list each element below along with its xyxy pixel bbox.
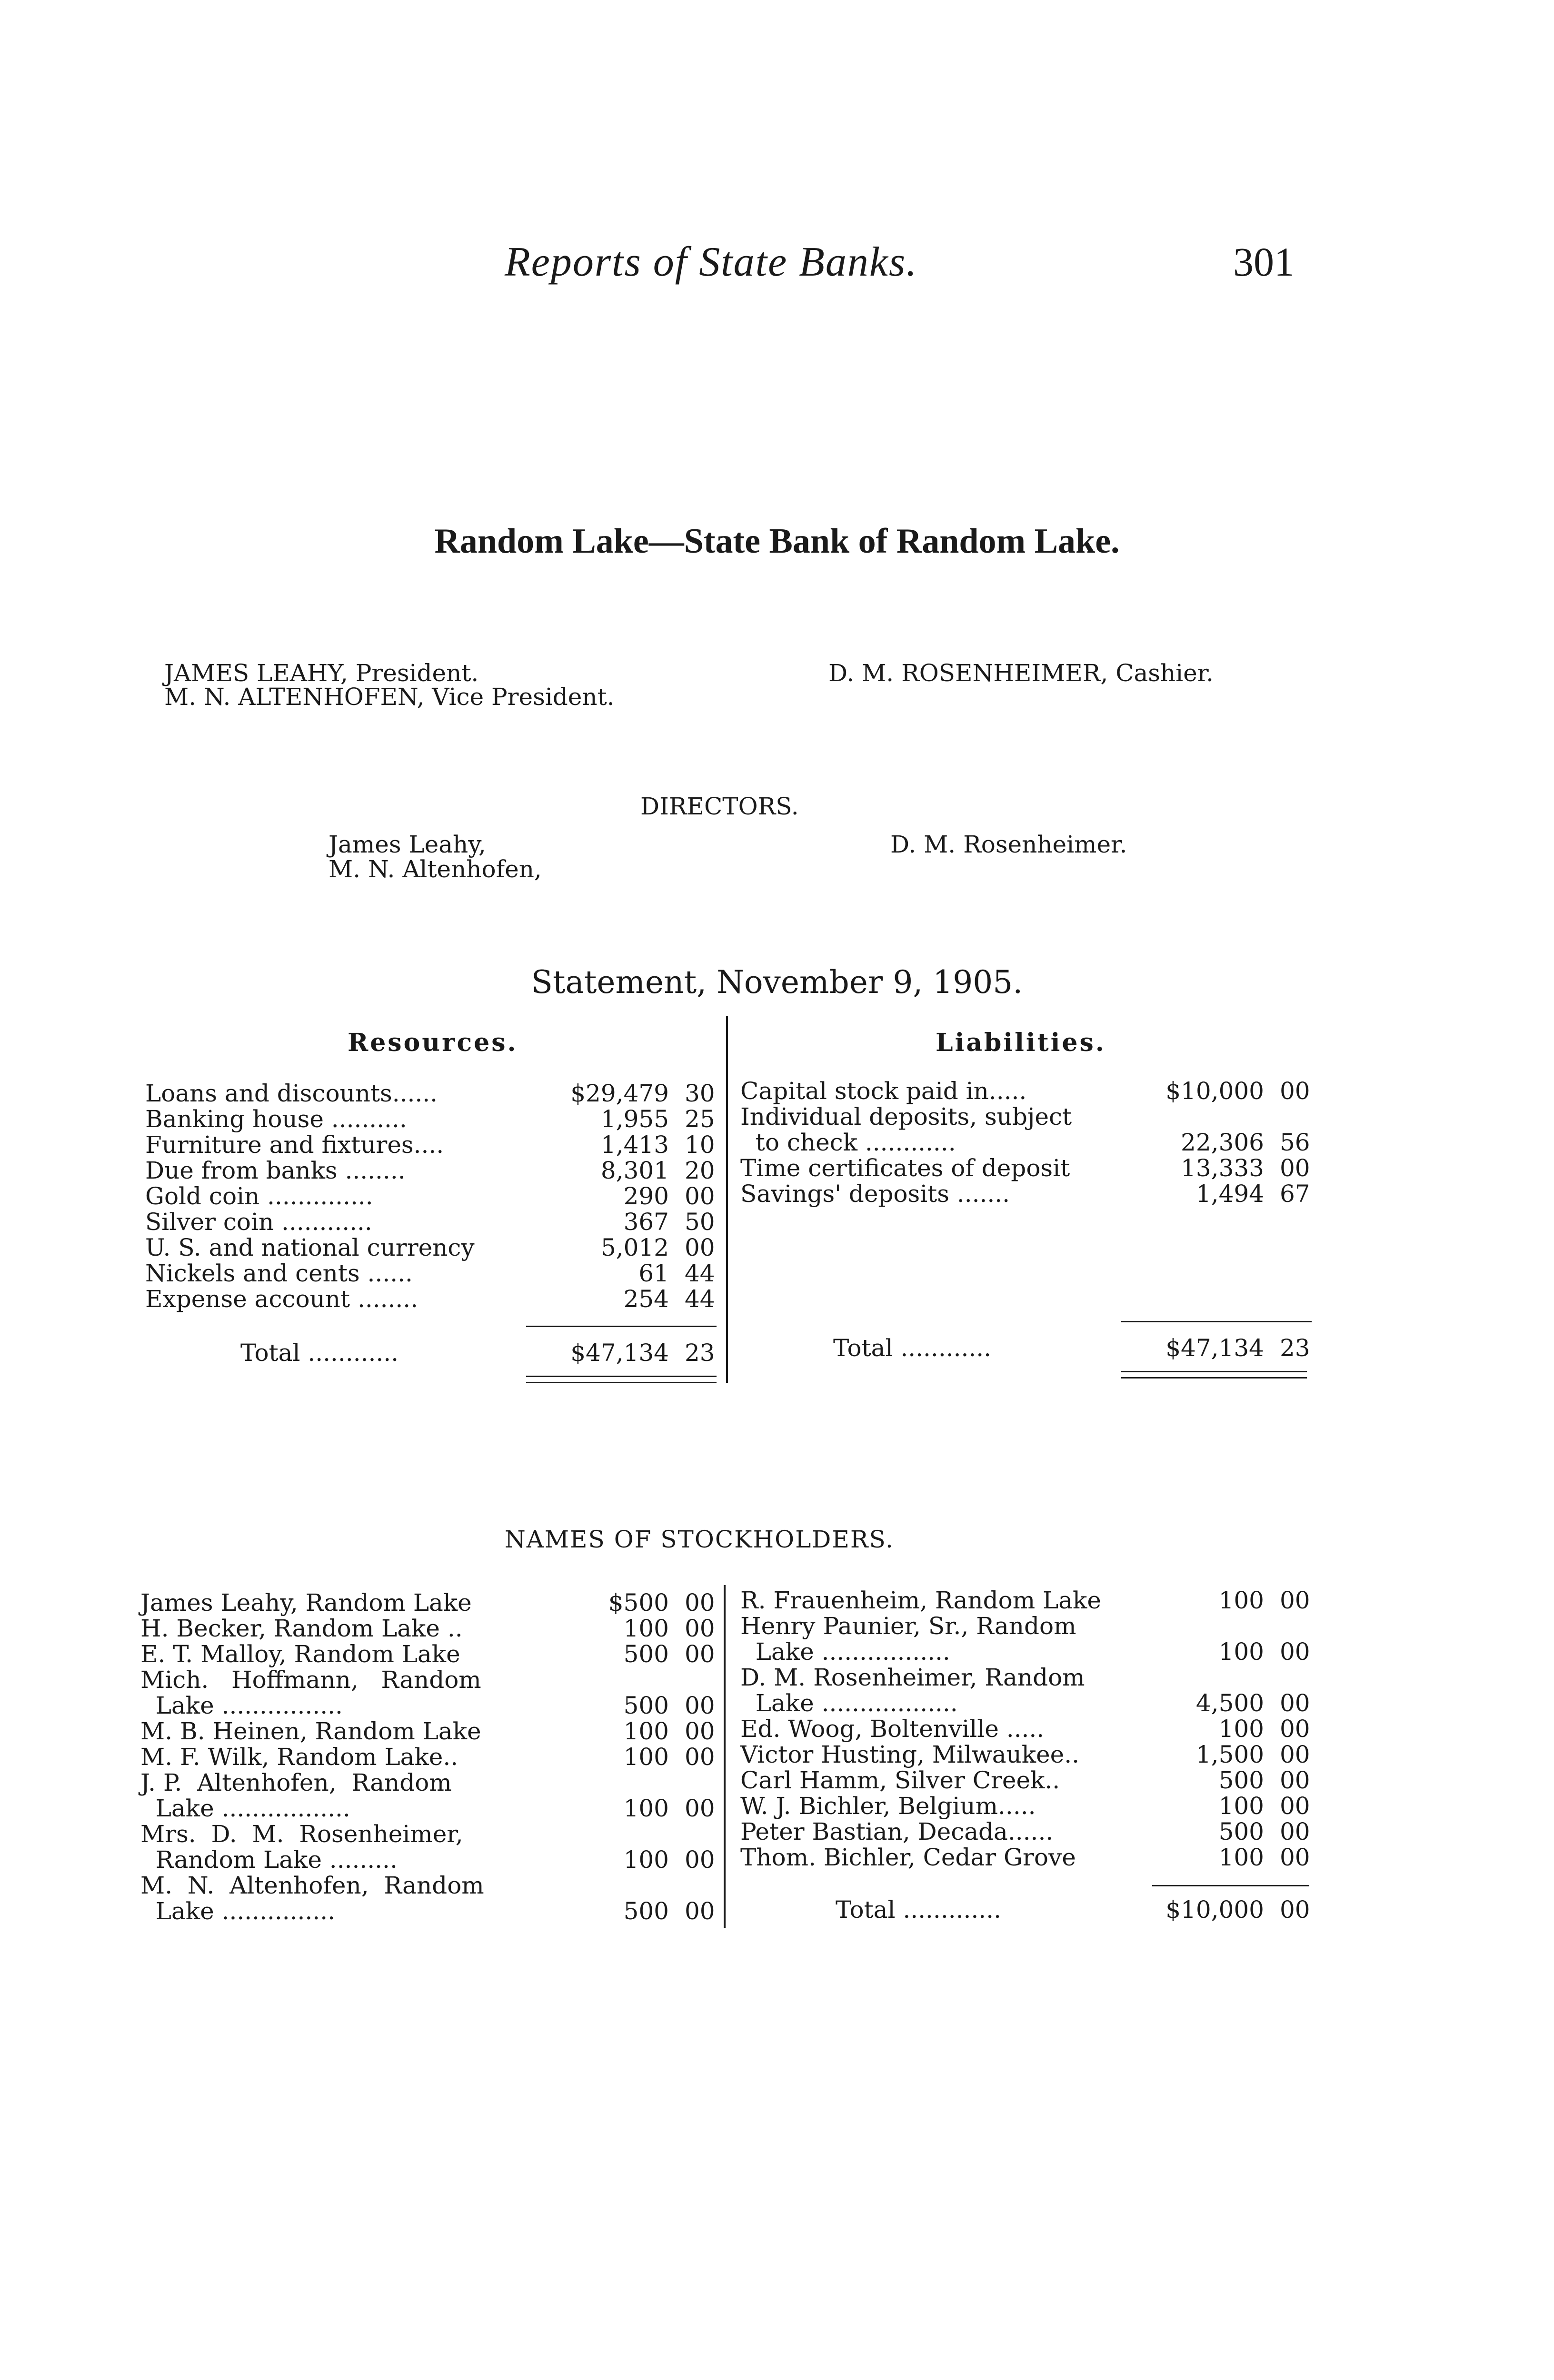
resources-row-cents: 00 xyxy=(685,1234,715,1261)
stockholder-right-row-dollars: 100 xyxy=(1218,1715,1264,1743)
directors-heading: DIRECTORS. xyxy=(640,793,799,820)
stockholder-right-row-label: R. Frauenheim, Random Lake xyxy=(740,1587,1101,1614)
liabilities-total-cents: 23 xyxy=(1280,1334,1310,1362)
stockholder-right-row-label: W. J. Bichler, Belgium..... xyxy=(740,1792,1036,1820)
resources-total-label: Total ............ xyxy=(240,1339,399,1367)
resources-row-dollars: 8,301 xyxy=(600,1157,669,1184)
stockholder-right-row-dollars: 100 xyxy=(1218,1587,1264,1614)
liabilities-row-dollars: 1,494 xyxy=(1195,1180,1264,1208)
stockholder-left-row-cents: 00 xyxy=(685,1846,715,1874)
stockholder-right-row-cents: 00 xyxy=(1280,1741,1310,1768)
stockholders-total-dollars: $10,000 xyxy=(1166,1896,1264,1924)
stockholder-right-row-cents: 00 xyxy=(1280,1818,1310,1845)
liabilities-row-label: Savings' deposits ....... xyxy=(740,1180,1010,1208)
running-title: Reports of State Banks. xyxy=(505,239,918,285)
stockholder-right-row-cents: 00 xyxy=(1280,1844,1310,1871)
resources-row-label: U. S. and national currency xyxy=(145,1234,475,1261)
director-2: M. N. Altenhofen, xyxy=(329,855,542,883)
stockholder-right-row-label: Henry Paunier, Sr., Random xyxy=(740,1612,1076,1640)
resources-total-rule xyxy=(526,1326,717,1327)
stockholder-right-row-dollars: 500 xyxy=(1218,1766,1264,1794)
resources-total-cents: 23 xyxy=(685,1339,715,1367)
stockholder-right-row-cents: 00 xyxy=(1280,1587,1310,1614)
resources-row-label: Furniture and fixtures.... xyxy=(145,1131,444,1159)
liabilities-row-cents: 67 xyxy=(1280,1180,1310,1208)
stockholder-left-row-label: E. T. Malloy, Random Lake xyxy=(140,1640,460,1668)
stockholder-right-row-dollars: 100 xyxy=(1218,1792,1264,1820)
stockholder-right-row-label: D. M. Rosenheimer, Random xyxy=(740,1664,1085,1691)
stockholder-right-row-dollars: 1,500 xyxy=(1195,1741,1264,1768)
resources-row-label: Due from banks ........ xyxy=(145,1157,406,1184)
stockholder-left-row-label: M. F. Wilk, Random Lake.. xyxy=(140,1743,458,1771)
stockholders-total-rule xyxy=(1152,1885,1309,1886)
stockholders-total-cents: 00 xyxy=(1280,1896,1310,1924)
officer-cashier: D. M. ROSENHEIMER, Cashier. xyxy=(828,659,1214,687)
liabilities-heading: Liabilities. xyxy=(936,1028,1106,1057)
stockholder-left-row-label: Mich. Hoffmann, Random xyxy=(140,1666,481,1694)
resources-row-cents: 44 xyxy=(685,1285,715,1313)
stockholder-left-row-dollars: 100 xyxy=(623,1615,669,1642)
stockholder-left-row-label: Lake ................. xyxy=(140,1795,350,1822)
stockholder-right-row-label: Victor Husting, Milwaukee.. xyxy=(740,1741,1080,1768)
stockholders-heading: NAMES OF STOCKHOLDERS. xyxy=(505,1526,894,1553)
stockholder-left-row-dollars: 100 xyxy=(623,1717,669,1745)
resources-heading: Resources. xyxy=(348,1028,518,1057)
stockholder-right-row-cents: 00 xyxy=(1280,1715,1310,1743)
liabilities-total-rule xyxy=(1121,1321,1312,1322)
stockholder-right-row-dollars: 500 xyxy=(1218,1818,1264,1845)
stockholder-left-row-cents: 00 xyxy=(685,1897,715,1925)
liabilities-row-cents: 56 xyxy=(1280,1129,1310,1156)
stockholder-left-row-label: J. P. Altenhofen, Random xyxy=(140,1769,452,1796)
liabilities-row-dollars: 22,306 xyxy=(1181,1129,1264,1156)
stockholder-left-row-cents: 00 xyxy=(685,1615,715,1642)
resources-row-label: Gold coin .............. xyxy=(145,1182,373,1210)
resources-row-dollars: 367 xyxy=(623,1208,669,1236)
stockholder-left-row-label: Random Lake ......... xyxy=(140,1846,398,1874)
resources-row-dollars: 254 xyxy=(623,1285,669,1313)
resources-row-dollars: 61 xyxy=(638,1259,669,1287)
stockholder-right-row-cents: 00 xyxy=(1280,1766,1310,1794)
stockholder-left-row-cents: 00 xyxy=(685,1589,715,1616)
liabilities-row-dollars: 13,333 xyxy=(1181,1154,1264,1182)
stockholder-left-row-dollars: 500 xyxy=(623,1897,669,1925)
resources-row-cents: 10 xyxy=(685,1131,715,1159)
liabilities-row-label: Individual deposits, subject xyxy=(740,1103,1072,1130)
stockholder-right-row-label: Lake .................. xyxy=(740,1689,958,1717)
liabilities-row-cents: 00 xyxy=(1280,1154,1310,1182)
resources-row-label: Nickels and cents ...... xyxy=(145,1259,413,1287)
director-3: D. M. Rosenheimer. xyxy=(890,831,1127,858)
stockholder-right-row-label: Lake ................. xyxy=(740,1638,950,1666)
stockholder-left-row-label: Lake ............... xyxy=(140,1897,335,1925)
resources-row-dollars: 1,955 xyxy=(600,1105,669,1133)
resources-row-cents: 25 xyxy=(685,1105,715,1133)
stockholder-left-row-dollars: 100 xyxy=(623,1795,669,1822)
resources-row-label: Banking house .......... xyxy=(145,1105,407,1133)
stockholder-left-row-dollars: 100 xyxy=(623,1846,669,1874)
stockholder-left-row-cents: 00 xyxy=(685,1743,715,1771)
resources-row-cents: 44 xyxy=(685,1259,715,1287)
stockholder-left-row-label: M. B. Heinen, Random Lake xyxy=(140,1717,481,1745)
liabilities-row-cents: 00 xyxy=(1280,1077,1310,1105)
liabilities-double-rule xyxy=(1121,1371,1307,1378)
resources-total-dollars: $47,134 xyxy=(570,1339,669,1367)
stockholder-right-row-dollars: 100 xyxy=(1218,1844,1264,1871)
stockholder-left-row-dollars: 100 xyxy=(623,1743,669,1771)
officer-vice-president: M. N. ALTENHOFEN, Vice President. xyxy=(164,683,615,711)
resources-row-label: Expense account ........ xyxy=(145,1285,418,1313)
resources-double-rule xyxy=(526,1376,717,1383)
resources-row-cents: 50 xyxy=(685,1208,715,1236)
stockholder-left-row-cents: 00 xyxy=(685,1717,715,1745)
resources-row-dollars: 290 xyxy=(623,1182,669,1210)
stockholders-total-label: Total ............. xyxy=(836,1896,1001,1924)
stockholder-right-row-cents: 00 xyxy=(1280,1792,1310,1820)
resources-row-cents: 20 xyxy=(685,1157,715,1184)
officer-president: JAMES LEAHY, President. xyxy=(164,659,479,687)
stockholder-left-row-label: Lake ................ xyxy=(140,1692,343,1719)
page-number: 301 xyxy=(1233,239,1295,285)
stockholder-right-row-label: Carl Hamm, Silver Creek.. xyxy=(740,1766,1060,1794)
stockholder-left-row-label: H. Becker, Random Lake .. xyxy=(140,1615,463,1642)
stockholder-left-row-label: Mrs. D. M. Rosenheimer, xyxy=(140,1820,463,1848)
liabilities-total-label: Total ............ xyxy=(833,1334,992,1362)
liabilities-row-label: Time certificates of deposit xyxy=(740,1154,1070,1182)
statement-title: Statement, November 9, 1905. xyxy=(531,964,1023,1001)
director-1: James Leahy, xyxy=(329,831,486,858)
stockholder-right-row-dollars: 100 xyxy=(1218,1638,1264,1666)
bank-title: Random Lake—State Bank of Random Lake. xyxy=(434,522,1120,561)
stockholder-right-row-dollars: 4,500 xyxy=(1195,1689,1264,1717)
stockholder-left-row-label: M. N. Altenhofen, Random xyxy=(140,1872,484,1899)
liabilities-row-dollars: $10,000 xyxy=(1166,1077,1264,1105)
liabilities-row-label: to check ............ xyxy=(740,1129,956,1156)
resources-row-dollars: 5,012 xyxy=(600,1234,669,1261)
stockholder-right-row-label: Ed. Woog, Boltenville ..... xyxy=(740,1715,1045,1743)
resources-row-cents: 00 xyxy=(685,1182,715,1210)
stockholder-left-row-cents: 00 xyxy=(685,1795,715,1822)
resources-row-dollars: $29,479 xyxy=(570,1080,669,1107)
resources-row-label: Silver coin ............ xyxy=(145,1208,372,1236)
stockholder-left-row-cents: 00 xyxy=(685,1640,715,1668)
stockholder-left-row-dollars: $500 xyxy=(608,1589,669,1616)
liabilities-total-dollars: $47,134 xyxy=(1166,1334,1264,1362)
stockholder-left-row-dollars: 500 xyxy=(623,1640,669,1668)
liabilities-row-label: Capital stock paid in..... xyxy=(740,1077,1027,1105)
stockholder-right-row-label: Thom. Bichler, Cedar Grove xyxy=(740,1844,1076,1871)
stockholder-left-row-dollars: 500 xyxy=(623,1692,669,1719)
resources-row-dollars: 1,413 xyxy=(600,1131,669,1159)
stockholder-right-row-cents: 00 xyxy=(1280,1689,1310,1717)
stockholders-divider xyxy=(724,1585,726,1928)
stockholder-left-row-cents: 00 xyxy=(685,1692,715,1719)
stockholder-right-row-cents: 00 xyxy=(1280,1638,1310,1666)
resources-row-label: Loans and discounts...... xyxy=(145,1080,438,1107)
resources-row-cents: 30 xyxy=(685,1080,715,1107)
statement-divider xyxy=(726,1016,728,1383)
stockholder-left-row-label: James Leahy, Random Lake xyxy=(140,1589,472,1616)
stockholder-right-row-label: Peter Bastian, Decada...... xyxy=(740,1818,1054,1845)
